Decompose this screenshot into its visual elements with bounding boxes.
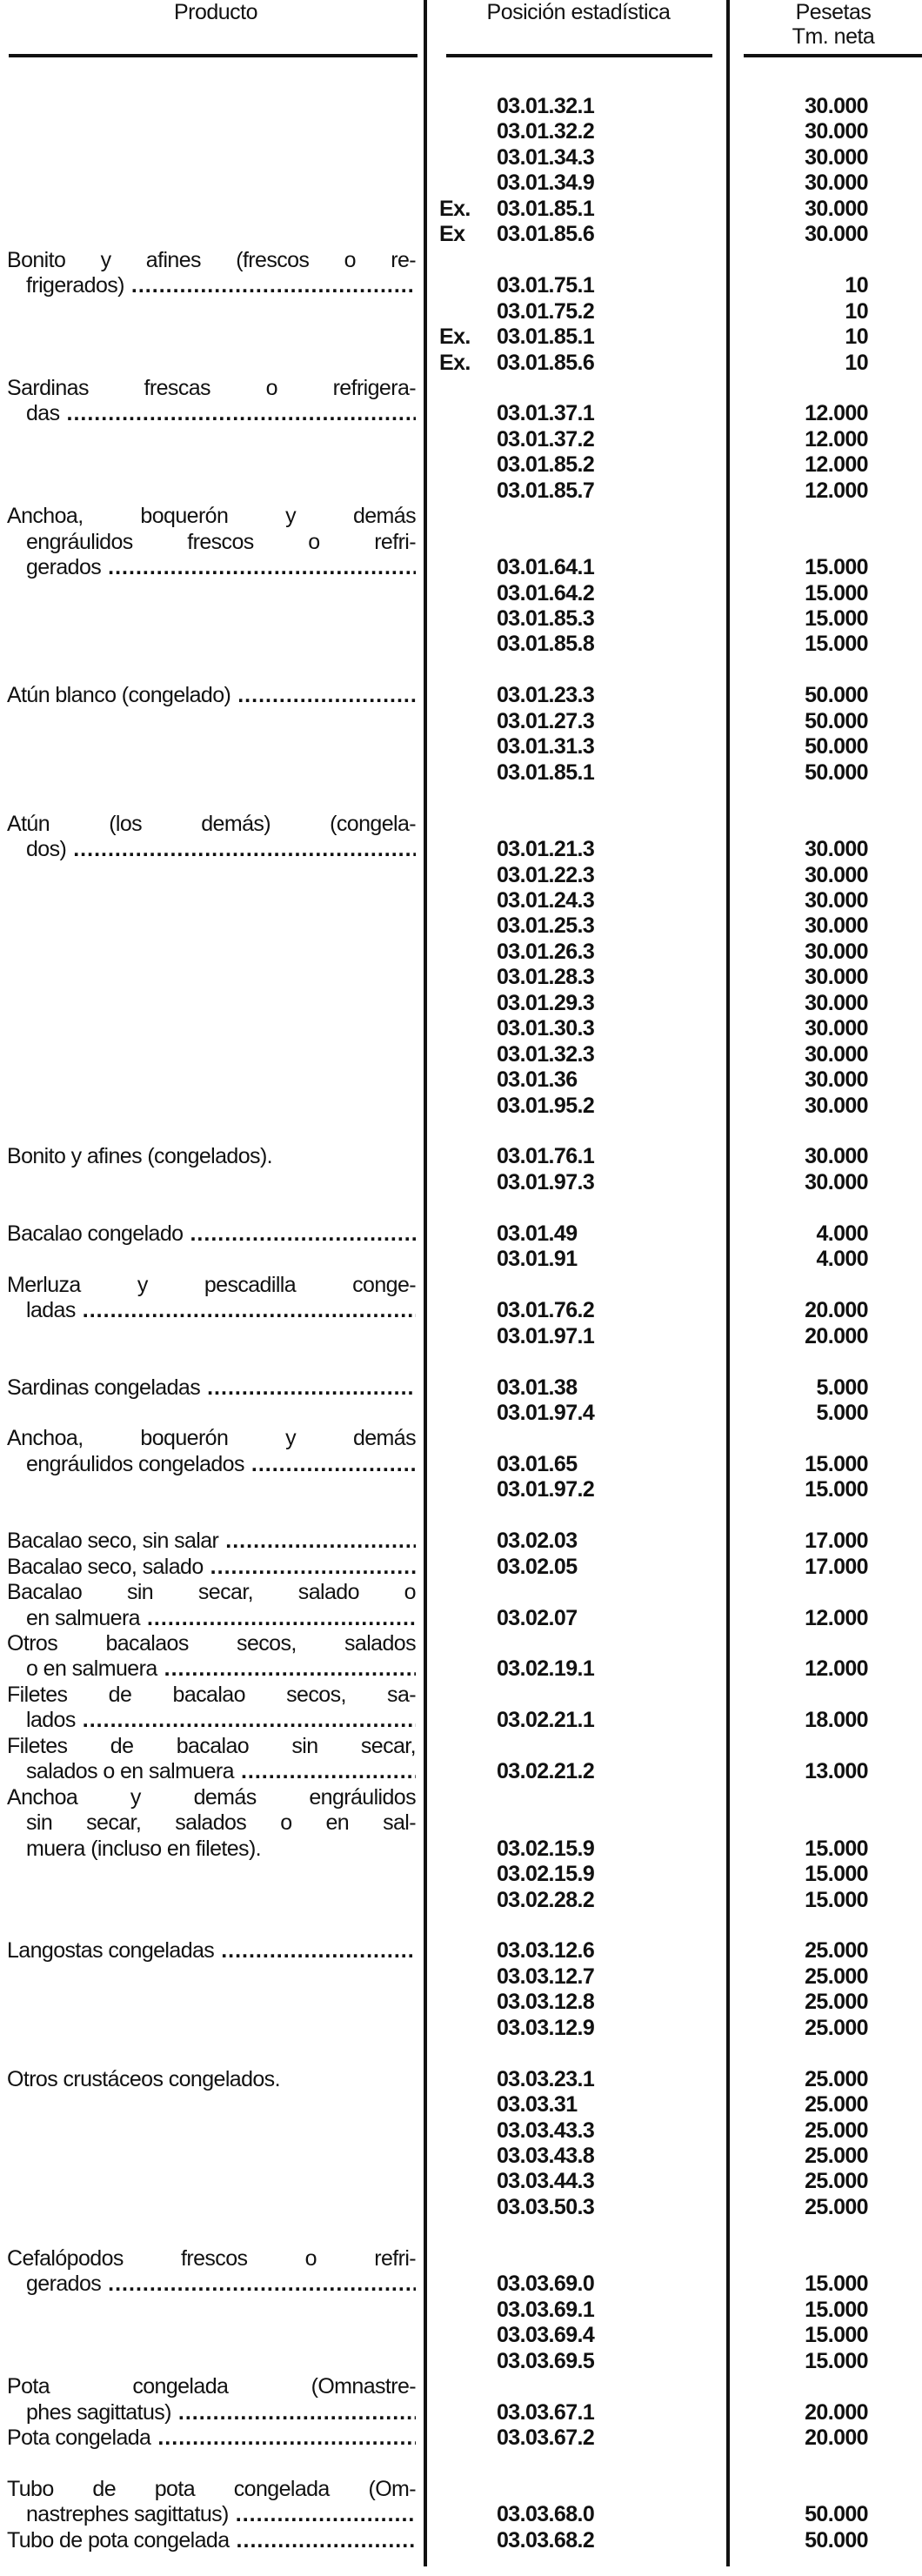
statistical-position: 03.03.31 — [497, 2092, 578, 2118]
product-line — [7, 2374, 416, 2399]
product-text: lados — [26, 1708, 76, 1733]
statistical-position: 03.01.97.3 — [497, 1169, 595, 1194]
pesetas-value: 10 — [845, 325, 868, 350]
pesetas-value: 4.000 — [816, 1247, 868, 1272]
statistical-position: 03.01.36 — [497, 1067, 578, 1093]
statistical-position: 03.01.97.4 — [497, 1400, 595, 1425]
pesetas-value: 30.000 — [805, 862, 868, 887]
statistical-position: 03.01.23.3 — [497, 683, 595, 708]
ex-prefix: Ex. — [439, 350, 471, 375]
dot-leader — [164, 1656, 416, 1682]
header-rule-position — [446, 54, 712, 57]
product-text: phes sagittatus) — [26, 2399, 171, 2425]
pesetas-value: 30.000 — [805, 990, 868, 1015]
statistical-position: 03.03.12.7 — [497, 1964, 595, 1989]
pesetas-value: 13.000 — [805, 1759, 868, 1784]
ex-prefix: Ex. — [439, 196, 471, 221]
statistical-position: 03.02.15.9 — [497, 1862, 595, 1887]
statistical-position: 03.03.44.3 — [497, 2169, 595, 2194]
product-line — [7, 2067, 416, 2092]
pesetas-value: 30.000 — [805, 119, 868, 144]
product-line — [26, 1606, 416, 1631]
product-text: nastrephes sagittatus) — [26, 2502, 229, 2527]
statistical-position: 03.01.22.3 — [497, 862, 595, 887]
pesetas-value: 50.000 — [805, 683, 868, 708]
pesetas-value: 15.000 — [805, 2348, 868, 2373]
pesetas-value: 50.000 — [805, 708, 868, 733]
statistical-position: 03.03.69.5 — [497, 2348, 595, 2373]
product-line — [7, 2528, 416, 2553]
product-line — [26, 2502, 416, 2527]
pesetas-value: 30.000 — [805, 939, 868, 964]
statistical-position: 03.01.85.6 — [497, 350, 595, 375]
statistical-position: 03.02.07 — [497, 1605, 578, 1630]
product-text: Tubo de pota congelada (Om- — [7, 2476, 416, 2501]
product-line — [7, 2246, 416, 2272]
pesetas-value: 30.000 — [805, 171, 868, 196]
product-line — [7, 1144, 416, 1169]
dot-leader — [83, 1708, 416, 1733]
product-text: Bacalao congelado — [7, 1221, 184, 1246]
product-text: Filetes de bacalao secos, sa- — [7, 1682, 416, 1707]
product-line — [7, 504, 416, 529]
statistical-position: 03.01.34.9 — [497, 171, 595, 196]
product-line — [7, 1426, 416, 1451]
pesetas-value: 25.000 — [805, 2118, 868, 2143]
statistical-position: 03.01.65 — [497, 1451, 578, 1476]
statistical-position: 03.01.32.1 — [497, 94, 595, 118]
pesetas-value: 15.000 — [805, 555, 868, 580]
pesetas-value: 25.000 — [805, 2194, 868, 2219]
statistical-position: 03.01.64.1 — [497, 555, 595, 580]
statistical-position: 03.01.76.1 — [497, 1144, 595, 1169]
column-header-product: Producto — [173, 0, 258, 24]
product-text: Filetes de bacalao sin secar, — [7, 1733, 416, 1758]
pesetas-value: 30.000 — [805, 222, 868, 247]
product-text: Pota congelada — [7, 2425, 151, 2450]
pesetas-value: 15.000 — [805, 1887, 868, 1912]
statistical-position: 03.01.85.1 — [497, 325, 595, 350]
pesetas-value: 5.000 — [816, 1375, 868, 1400]
product-text: Bacalao seco, sin salar — [7, 1529, 219, 1554]
product-line — [26, 1452, 416, 1477]
product-line — [7, 1683, 416, 1708]
product-line — [7, 1785, 416, 1810]
ex-prefix: Ex. — [439, 325, 471, 350]
product-text: Sardinas frescas o refrigera- — [7, 375, 416, 400]
product-line — [7, 1273, 416, 1298]
statistical-position: 03.02.05 — [497, 1554, 578, 1579]
pesetas-value: 25.000 — [805, 1938, 868, 1964]
dot-leader — [83, 1298, 416, 1323]
pesetas-value: 25.000 — [805, 2092, 868, 2118]
pesetas-value: 50.000 — [805, 759, 868, 785]
pesetas-value: 15.000 — [805, 1836, 868, 1861]
pesetas-value: 12.000 — [805, 1656, 868, 1682]
product-text: Merluza y pescadilla conge- — [7, 1272, 416, 1297]
pesetas-value: 12.000 — [805, 1605, 868, 1630]
product-line — [26, 1837, 416, 1862]
statistical-position: 03.01.25.3 — [497, 913, 595, 939]
product-line — [7, 1938, 416, 1964]
pesetas-value: 30.000 — [805, 1144, 868, 1169]
pesetas-value: 15.000 — [805, 2297, 868, 2322]
dot-leader — [237, 2528, 416, 2553]
statistical-position: 03.01.38 — [497, 1375, 578, 1400]
product-line — [7, 1631, 416, 1656]
statistical-position: 03.01.28.3 — [497, 965, 595, 990]
pesetas-value: 4.000 — [816, 1221, 868, 1246]
product-line — [7, 1555, 416, 1580]
statistical-position: 03.01.31.3 — [497, 734, 595, 759]
pesetas-value: 30.000 — [805, 887, 868, 913]
statistical-position: 03.03.67.2 — [497, 2425, 595, 2450]
statistical-position: 03.02.03 — [497, 1529, 578, 1554]
pesetas-value: 15.000 — [805, 1451, 868, 1476]
pesetas-value: 25.000 — [805, 2015, 868, 2040]
product-line — [26, 401, 416, 426]
product-line — [7, 1221, 416, 1247]
product-text: frigerados) — [26, 273, 124, 298]
product-text: engráulidos frescos o refri- — [26, 529, 416, 554]
dot-leader — [178, 2400, 416, 2425]
product-line — [26, 2400, 416, 2425]
statistical-position: 03.01.32.3 — [497, 1041, 595, 1067]
statistical-position: 03.03.43.3 — [497, 2118, 595, 2143]
product-text: en salmuera — [26, 1605, 140, 1630]
statistical-position: 03.01.97.1 — [497, 1323, 595, 1348]
statistical-position: 03.03.12.8 — [497, 1990, 595, 2015]
dot-leader — [157, 2425, 416, 2451]
statistical-position: 03.03.50.3 — [497, 2194, 595, 2219]
statistical-position: 03.03.12.9 — [497, 2015, 595, 2040]
product-text: Tubo de pota congelada — [7, 2527, 230, 2553]
statistical-position: 03.01.85.1 — [497, 196, 595, 221]
product-line — [26, 1298, 416, 1323]
product-line — [7, 2477, 416, 2502]
product-text: Bonito y afines (frescos o re- — [7, 247, 416, 272]
product-text: Otros crustáceos congelados. — [7, 2066, 280, 2091]
pesetas-value: 30.000 — [805, 1067, 868, 1093]
product-line — [26, 837, 416, 862]
statistical-position: 03.03.67.1 — [497, 2399, 595, 2425]
product-text: dos) — [26, 837, 67, 862]
column-header-unit: Tm. neta — [792, 24, 875, 49]
dot-leader — [237, 683, 416, 708]
statistical-position: 03.01.91 — [497, 1247, 578, 1272]
product-text: gerados — [26, 555, 102, 580]
product-line — [7, 1375, 416, 1401]
dot-leader — [108, 555, 416, 580]
product-line — [7, 812, 416, 837]
product-text: Langostas congeladas — [7, 1938, 215, 1964]
statistical-position: 03.01.64.2 — [497, 580, 595, 606]
statistical-position: 03.01.76.2 — [497, 1298, 595, 1323]
statistical-position: 03.01.85.6 — [497, 222, 595, 247]
statistical-position: 03.01.85.1 — [497, 759, 595, 785]
product-text: Anchoa y demás engráulidos — [7, 1784, 416, 1810]
statistical-position: 03.01.75.1 — [497, 273, 595, 298]
pesetas-value: 20.000 — [805, 2425, 868, 2450]
pesetas-value: 25.000 — [805, 2169, 868, 2194]
statistical-position: 03.01.85.7 — [497, 478, 595, 503]
statistical-position: 03.01.32.2 — [497, 119, 595, 144]
statistical-position: 03.03.68.2 — [497, 2527, 595, 2553]
statistical-position: 03.03.69.4 — [497, 2323, 595, 2348]
pesetas-value: 30.000 — [805, 837, 868, 862]
product-line — [26, 2272, 416, 2297]
product-text: gerados — [26, 2272, 102, 2297]
dot-leader — [67, 401, 416, 426]
pesetas-value: 20.000 — [805, 1298, 868, 1323]
dot-leader — [190, 1221, 416, 1247]
dot-leader — [241, 1759, 416, 1784]
product-line — [26, 555, 416, 580]
product-line — [7, 1580, 416, 1605]
statistical-position: 03.01.49 — [497, 1221, 578, 1246]
product-text: das — [26, 401, 60, 426]
product-text: Bacalao sin secar, salado o — [7, 1580, 416, 1605]
pesetas-value: 5.000 — [816, 1400, 868, 1425]
product-text: Atún (los demás) (congela- — [7, 811, 416, 836]
pesetas-value: 30.000 — [805, 1016, 868, 1041]
statistical-position: 03.03.69.1 — [497, 2297, 595, 2322]
product-text: salados o en salmuera — [26, 1759, 234, 1784]
dot-leader — [108, 2272, 416, 2297]
dot-leader — [236, 2502, 416, 2527]
statistical-position: 03.02.15.9 — [497, 1836, 595, 1861]
column-header-position: Posición estadística — [486, 0, 671, 24]
pesetas-value: 50.000 — [805, 2527, 868, 2553]
statistical-position: 03.01.26.3 — [497, 939, 595, 964]
column-divider — [726, 0, 730, 2566]
pesetas-value: 15.000 — [805, 580, 868, 606]
pesetas-value: 30.000 — [805, 1093, 868, 1118]
statistical-position: 03.03.68.0 — [497, 2502, 595, 2527]
statistical-position: 03.01.95.2 — [497, 1093, 595, 1118]
product-text: Anchoa, boquerón y demás — [7, 504, 416, 529]
product-text: Otros bacalaos secos, salados — [7, 1631, 416, 1656]
pesetas-value: 50.000 — [805, 2502, 868, 2527]
product-text: Cefalópodos frescos o refri- — [7, 2245, 416, 2271]
product-line — [7, 1734, 416, 1759]
product-line — [7, 1529, 416, 1554]
header-rule-pesetas — [744, 54, 922, 57]
pesetas-value: 12.000 — [805, 452, 868, 478]
pesetas-value: 30.000 — [805, 144, 868, 170]
pesetas-value: 10 — [845, 298, 868, 324]
statistical-position: 03.03.23.1 — [497, 2066, 595, 2091]
statistical-position: 03.01.97.2 — [497, 1477, 595, 1502]
product-text: Bonito y afines (congelados). — [7, 1144, 273, 1169]
product-text: Anchoa, boquerón y demás — [7, 1426, 416, 1451]
product-line — [26, 1656, 416, 1682]
pesetas-value: 10 — [845, 273, 868, 298]
pesetas-value: 15.000 — [805, 632, 868, 657]
pesetas-value: 18.000 — [805, 1708, 868, 1733]
pesetas-value: 30.000 — [805, 965, 868, 990]
column-header-pesetas: Pesetas — [795, 0, 872, 24]
statistical-position: 03.02.28.2 — [497, 1887, 595, 1912]
statistical-position: 03.01.37.1 — [497, 401, 595, 426]
dot-leader — [131, 273, 416, 298]
product-line — [26, 1759, 416, 1784]
pesetas-value: 20.000 — [805, 2399, 868, 2425]
product-line — [7, 376, 416, 401]
dot-leader — [221, 1938, 416, 1964]
statistical-position: 03.01.30.3 — [497, 1016, 595, 1041]
product-text: sin secar, salados o en sal- — [26, 1810, 416, 1836]
pesetas-value: 50.000 — [805, 734, 868, 759]
dot-leader — [147, 1606, 416, 1631]
pesetas-value: 25.000 — [805, 1964, 868, 1989]
pesetas-value: 12.000 — [805, 478, 868, 503]
statistical-position: 03.02.21.2 — [497, 1759, 595, 1784]
pesetas-value: 25.000 — [805, 2066, 868, 2091]
product-text: o en salmuera — [26, 1656, 157, 1682]
product-text: Pota congelada (Omnastre- — [7, 2374, 416, 2399]
product-text: Atún blanco (congelado) — [7, 683, 231, 708]
pesetas-value: 15.000 — [805, 2323, 868, 2348]
pesetas-value: 25.000 — [805, 1990, 868, 2015]
product-line — [7, 2425, 416, 2451]
dot-leader — [73, 837, 416, 862]
product-line — [26, 1810, 416, 1836]
pesetas-value: 30.000 — [805, 1169, 868, 1194]
pesetas-value: 20.000 — [805, 1323, 868, 1348]
dot-leader — [210, 1555, 416, 1580]
pesetas-value: 15.000 — [805, 1477, 868, 1502]
pesetas-value: 17.000 — [805, 1529, 868, 1554]
pesetas-value: 15.000 — [805, 606, 868, 631]
product-text: ladas — [26, 1298, 76, 1323]
statistical-position: 03.01.85.8 — [497, 632, 595, 657]
header-rule-product — [9, 54, 418, 57]
pesetas-value: 30.000 — [805, 196, 868, 221]
product-line — [7, 683, 416, 708]
pesetas-value: 12.000 — [805, 401, 868, 426]
statistical-position: 03.01.85.2 — [497, 452, 595, 478]
pesetas-value: 17.000 — [805, 1554, 868, 1579]
pesetas-value: 25.000 — [805, 2144, 868, 2168]
product-text: Sardinas congeladas — [7, 1375, 201, 1400]
statistical-position: 03.03.43.8 — [497, 2144, 595, 2168]
statistical-position: 03.02.21.1 — [497, 1708, 595, 1733]
pesetas-value: 30.000 — [805, 913, 868, 939]
product-text: muera (incluso en filetes). — [26, 1836, 262, 1861]
pesetas-value: 30.000 — [805, 1041, 868, 1067]
statistical-position: 03.01.85.3 — [497, 606, 595, 631]
column-divider — [424, 0, 427, 2566]
product-line — [26, 530, 416, 555]
product-line — [26, 1708, 416, 1733]
statistical-position: 03.03.69.0 — [497, 2272, 595, 2297]
product-text: engráulidos congelados — [26, 1451, 244, 1476]
product-text: Bacalao seco, salado — [7, 1554, 204, 1579]
statistical-position: 03.02.19.1 — [497, 1656, 595, 1682]
product-line — [7, 248, 416, 273]
dot-leader — [225, 1529, 416, 1554]
statistical-position: 03.01.21.3 — [497, 837, 595, 862]
ex-prefix: Ex — [439, 222, 465, 247]
statistical-position: 03.01.37.2 — [497, 426, 595, 452]
statistical-position: 03.01.75.2 — [497, 298, 595, 324]
statistical-position: 03.03.12.6 — [497, 1938, 595, 1964]
statistical-position: 03.01.24.3 — [497, 887, 595, 913]
pesetas-value: 15.000 — [805, 1862, 868, 1887]
dot-leader — [207, 1375, 416, 1401]
pesetas-value: 15.000 — [805, 2272, 868, 2297]
product-line — [26, 273, 416, 298]
pesetas-value: 12.000 — [805, 426, 868, 452]
statistical-position: 03.01.29.3 — [497, 990, 595, 1015]
dot-leader — [251, 1452, 416, 1477]
pesetas-value: 30.000 — [805, 94, 868, 118]
statistical-position: 03.01.34.3 — [497, 144, 595, 170]
statistical-position: 03.01.27.3 — [497, 708, 595, 733]
pesetas-value: 10 — [845, 350, 868, 375]
